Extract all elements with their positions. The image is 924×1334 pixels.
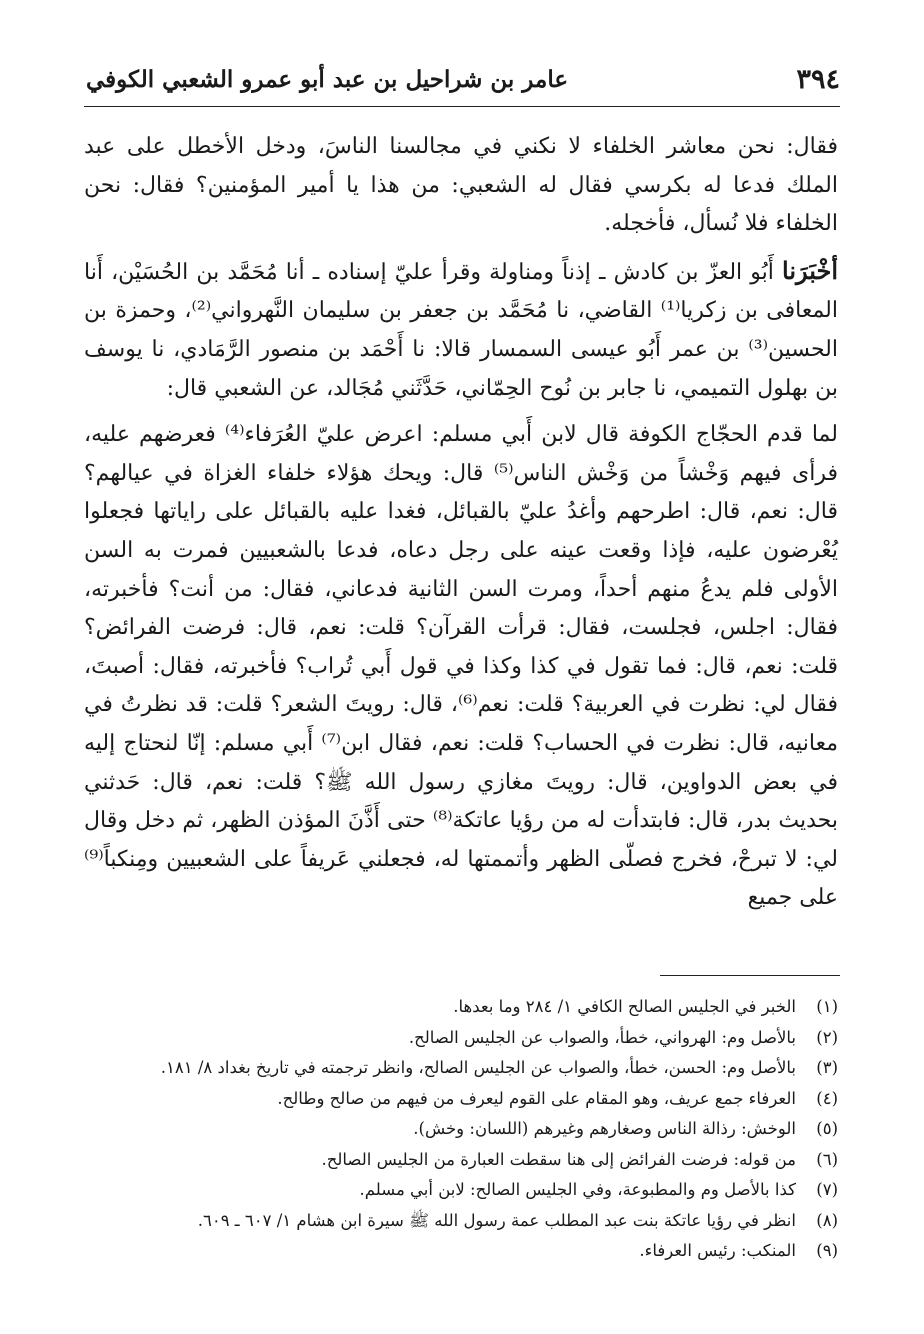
footnote-number: (١) bbox=[816, 997, 838, 1016]
footnote-number: (٥) bbox=[816, 1119, 838, 1138]
footnote bbox=[84, 1175, 838, 1206]
footnote-text: المنكب: رئيس العرفاء. bbox=[639, 1241, 796, 1260]
isnad-lead-word: أخْبَرَنا bbox=[782, 255, 838, 285]
page-number: ٣٩٤ bbox=[796, 64, 840, 95]
footnote bbox=[84, 1053, 838, 1084]
footnote-number: (٤) bbox=[816, 1088, 838, 1108]
footnote-number: (٨) bbox=[816, 1210, 838, 1230]
paragraph-3: لما قدم الحجّاج الكوفة قال لابن أَبي مسلم: اعرض عليّ العُرَفاء⁽⁴⁾ فعرضهم عليه، فرأى فيهم وَخْشاً من وَخْش الناس⁽⁵⁾ قال: ويحك هؤلاء خلفاء الغزاة في عيالهم؟ قال: نعم، قال: اطرحهم وأغدُ عليّ بالقبائل، فغدا عليه بالقبائل على راياتها فجعلوا يُعْرضون عليه، فإذا وقعت عينه على رجل دعاه، فدعا بالشعبيين فمرت به السن الأولى فلم يدعُ منهم أحداً، ومرت السن الثانية فدعاني، فقال: من أنت؟ فأخبرته، فقال: اجلس، فجلست، فقال: قرأت القرآن؟ قلت: نعم، قال: فرضت الفرائض؟ قلت: نعم، قال: فما تقول في كذا وكذا في قول أَبي تُراب؟ فأخبرته، فقال: أصبتَ، فقال لي: نظرت في العربية؟ قلت: نعم⁽⁶⁾، قال: رويتَ الشعر؟ قلت: قد نظرتُ في معانيه، قال: نظرت في الحساب؟ قلت: نعم، فقال ابن⁽⁷⁾ أَبي مسلم: إنّا لنحتاج إليه في بعض الدواوين، قال: رويتَ مغازي رسول الله ﷺ؟ قلت: نعم، قال: حَدثني بحديث بدر، قال: فابتدأت له من رؤيا عاتكة⁽⁸⁾ حتى أَذَّنَ المؤذن الظهر، ثم دخل وقال لي: لا تبرحْ، فخرج فصلّى الظهر وأتممتها له، فجعلني عَريفاً على الشعبيين ومِنكباً⁽⁹⁾ على جميع bbox=[84, 422, 839, 911]
footnote-number: (٦) bbox=[816, 1149, 838, 1169]
footnote bbox=[84, 1206, 838, 1237]
isnad-text: أَبُو العزّ بن كادش ـ إذناً ومناولة وقرأ عليّ إسناده ـ أنا مُحَمَّد بن الحُسَيْن، أَنا المعافى بن زكريا⁽¹⁾ القاضي، نا مُحَمَّد بن جعفر بن سليمان النَّهرواني⁽²⁾، وحمزة بن الحسين⁽³⁾ بن عمر أَبُو عيسى السمسار قالا: نا أَحْمَد بن منصور الرَّمَادي، نا يوسف بن بهلول التميمي، نا جابر بن نُوح الحِمّاني، حَدَّثَني مُجَالد، عن الشعبي قال: bbox=[84, 259, 839, 401]
footnote-text: من قوله: فرضت الفرائض إلى هنا سقطت العبارة من الجليس الصالح. bbox=[321, 1149, 796, 1169]
footnote-text: بالأصل وم: الهرواني، خطأ، والصواب عن الجليس الصالح. bbox=[408, 1027, 796, 1047]
footnote-text: كذا بالأصل وم والمطبوعة، وفي الجليس الصالح: لابن أبي مسلم. bbox=[359, 1180, 796, 1199]
footnote-text: الوخش: رذالة الناس وصغارهم وغيرهم (اللسان: وخش). bbox=[413, 1119, 796, 1138]
header-divider bbox=[84, 106, 840, 107]
footnote bbox=[84, 1236, 838, 1267]
footnote bbox=[84, 1084, 838, 1115]
footnote bbox=[84, 992, 838, 1023]
footnote bbox=[84, 1023, 838, 1054]
footnote-number: (٢) bbox=[816, 1027, 838, 1047]
footnote-text: بالأصل وم: الحسن، خطأ، والصواب عن الجليس الصالح، وانظر ترجمته في تاريخ بغداد ٨/ ١٨١. bbox=[160, 1058, 796, 1077]
footnote-text: انظر في رؤيا عاتكة بنت عبد المطلب عمة رسول الله ﷺ سيرة ابن هشام ١/ ٦٠٧ ـ ٦٠٩. bbox=[197, 1210, 796, 1230]
main-text bbox=[84, 128, 838, 926]
footnote-number: (٣) bbox=[816, 1058, 838, 1077]
footnote-number: (٧) bbox=[816, 1180, 838, 1199]
footnote-text: العرفاء جمع عريف، وهو المقام على القوم ليعرف من فيهم من صالح وطالح. bbox=[277, 1088, 796, 1108]
footnote-divider bbox=[660, 975, 840, 976]
paragraph-2 bbox=[84, 252, 838, 408]
footnotes bbox=[84, 992, 838, 1267]
running-header bbox=[86, 62, 840, 104]
footnote bbox=[84, 1145, 838, 1176]
running-title: عامر بن شراحيل بن عبد أبو عمرو الشعبي الكوفي bbox=[86, 66, 569, 93]
footnote bbox=[84, 1114, 838, 1145]
paragraph-1: فقال: نحن معاشر الخلفاء لا نكني في مجالسنا الناسَ، ودخل الأخطل على عبد الملك فدعا له بكرسي فقال له الشعبي: من هذا يا أمير المؤمنين؟ فقال: نحن الخلفاء فلا نُسأل، فأخجله. bbox=[84, 134, 838, 237]
footnote-number: (٩) bbox=[816, 1241, 838, 1260]
footnote-text: الخبر في الجليس الصالح الكافي ١/ ٢٨٤ وما بعدها. bbox=[453, 997, 796, 1016]
